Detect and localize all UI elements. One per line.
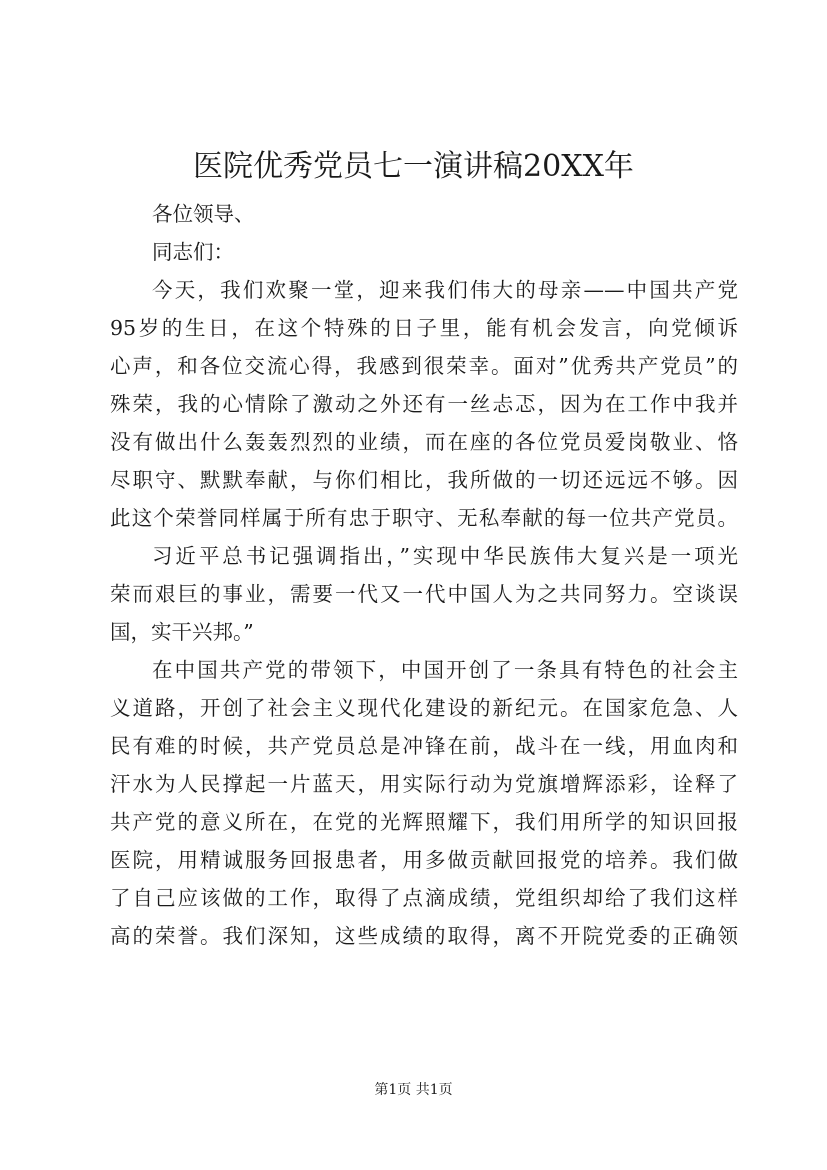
text-line: 心声，和各位交流心得，我感到很荣幸。面对”优秀共产党员”的 — [110, 354, 738, 378]
text-line: 义道路，开创了社会主义现代化建设的新纪元。在国家危急、人 — [110, 696, 738, 720]
text-line: 习近平总书记强调指出，”实现中华民族伟大复兴是一项光 — [152, 544, 738, 568]
text-line: 汗水为人民撑起一片蓝天，用实际行动为党旗增辉添彩，诠释了 — [110, 772, 738, 796]
text-line: 高的荣誉。我们深知，这些成绩的取得，离不开院党委的正确领 — [110, 924, 738, 948]
text-line: 今天，我们欢聚一堂，迎来我们伟大的母亲——中国共产党 — [152, 278, 738, 302]
text-line: 国，实干兴邦。” — [110, 620, 254, 644]
text-line: 没有做出什么轰轰烈烈的业绩，而在座的各位党员爱岗敬业、恪 — [110, 430, 738, 454]
text-line: 荣而艰巨的事业，需要一代又一代中国人为之共同努力。空谈误 — [110, 582, 738, 606]
text-line: 殊荣，我的心情除了激动之外还有一丝忐忑，因为在工作中我并 — [110, 392, 738, 416]
text-line: 95岁的生日，在这个特殊的日子里，能有机会发言，向党倾诉 — [110, 316, 738, 340]
document-body — [110, 195, 738, 955]
text-line: 尽职守、默默奉献，与你们相比，我所做的一切还远远不够。因 — [110, 468, 738, 492]
text-line: 共产党的意义所在，在党的光辉照耀下，我们用所学的知识回报 — [110, 810, 738, 834]
text-line: 了自己应该做的工作，取得了点滴成绩，党组织却给了我们这样 — [110, 886, 738, 910]
text-line: 同志们： — [152, 240, 234, 264]
page-footer: 第1页 共1页 — [374, 1082, 453, 1098]
text-line: 在中国共产党的带领下，中国开创了一条具有特色的社会主 — [152, 658, 738, 682]
text-line: 医院，用精诚服务回报患者，用多做贡献回报党的培养。我们做 — [110, 848, 738, 872]
document-title: 医院优秀党员七一演讲稿20XX年 — [193, 149, 634, 184]
text-line: 民有难的时候，共产党员总是冲锋在前，战斗在一线，用血肉和 — [110, 734, 738, 758]
text-line: 此这个荣誉同样属于所有忠于职守、无私奉献的每一位共产党员。 — [110, 506, 738, 530]
text-line: 各位领导、 — [152, 202, 255, 226]
